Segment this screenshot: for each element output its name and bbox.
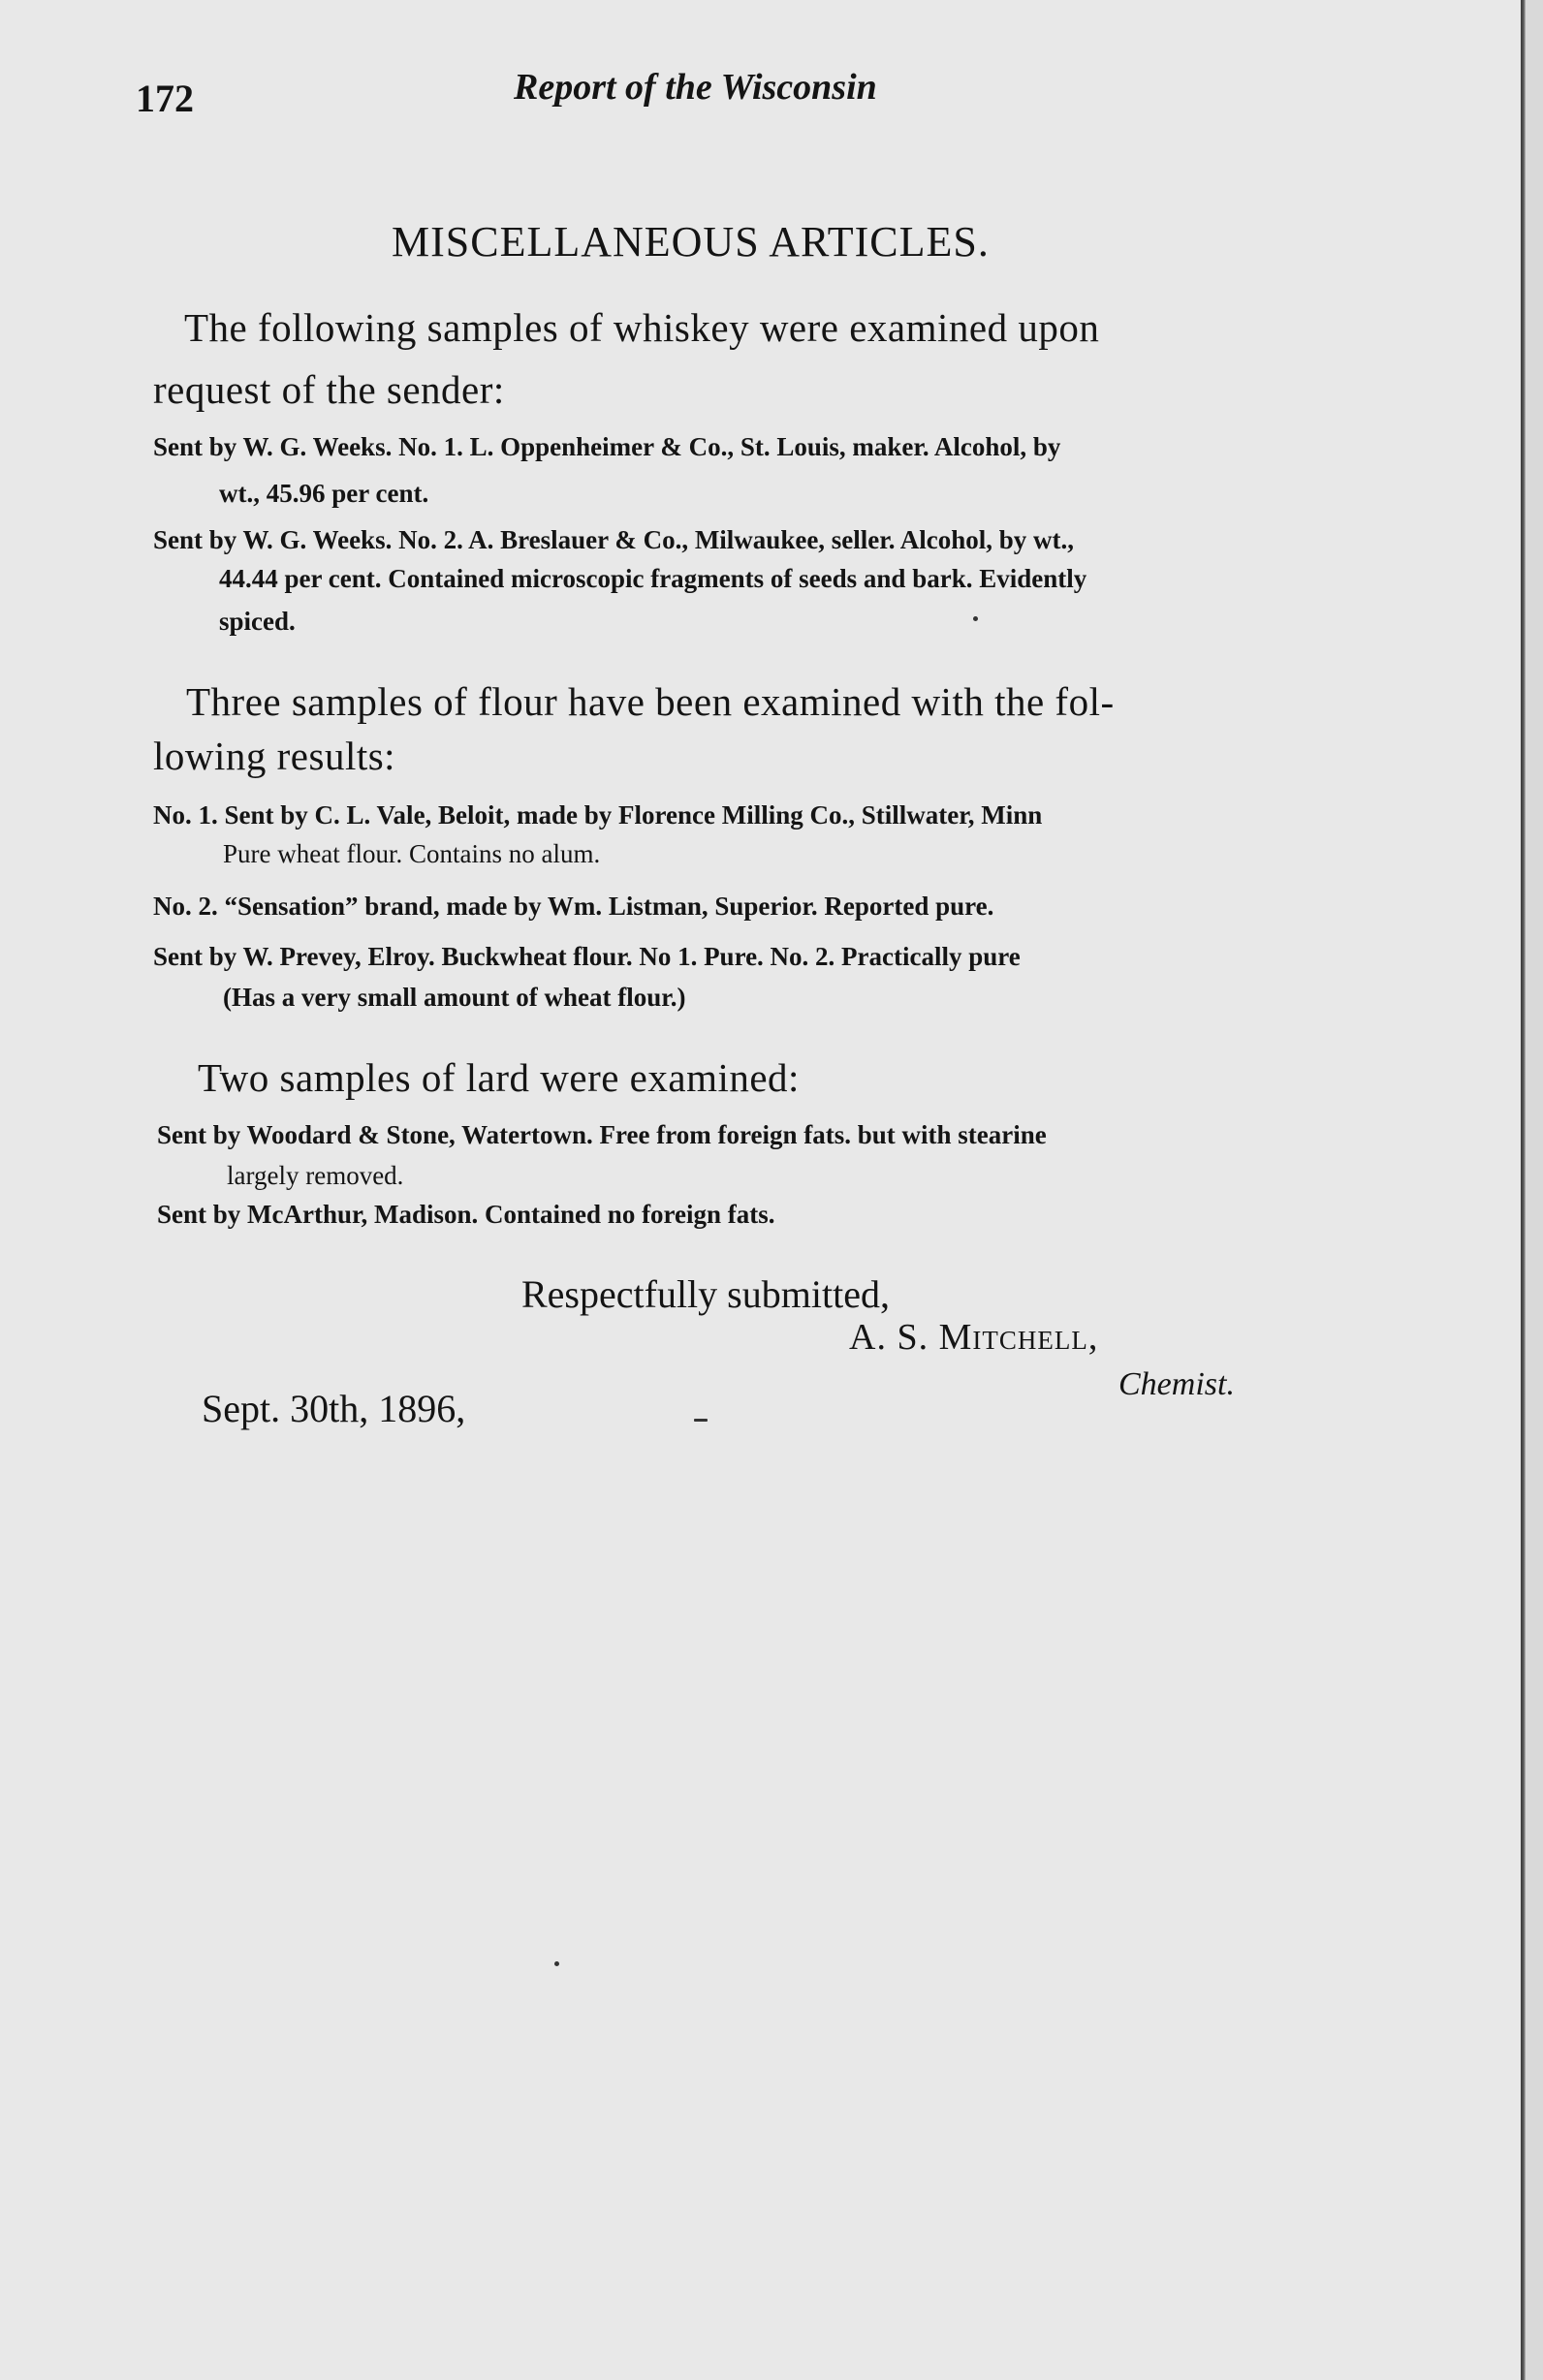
flour-intro-line2: lowing results:	[153, 734, 396, 778]
flour-entry1-line2: Pure wheat flour. Contains no alum.	[223, 839, 601, 868]
flour-entry3-line1: Sent by W. Prevey, Elroy. Buckwheat flour. No 1. Pure. No. 2. Practically pure	[153, 942, 1021, 971]
section-title: MISCELLANEOUS ARTICLES.	[392, 218, 990, 266]
flour-entry3-line2: (Has a very small amount of wheat flour.)	[223, 983, 686, 1012]
flour-intro-line1: Three samples of flour have been examined with the fol-	[186, 679, 1115, 724]
whiskey-intro-line1: The following samples of whiskey were examined upon	[184, 305, 1100, 350]
lard-entry1-line2: largely removed.	[227, 1161, 404, 1190]
whiskey-entry1-line2: wt., 45.96 per cent.	[219, 479, 429, 508]
page-number: 172	[136, 77, 194, 120]
whiskey-entry2-line2: 44.44 per cent. Contained microscopic fragments of seeds and bark. Evidently	[219, 564, 1087, 593]
print-speck	[694, 1419, 708, 1422]
closing-date: Sept. 30th, 1896,	[202, 1387, 466, 1430]
print-speck	[554, 1961, 559, 1966]
whiskey-entry2-line3: spiced.	[219, 607, 296, 636]
running-head: Report of the Wisconsin	[514, 67, 877, 108]
lard-intro-line1: Two samples of lard were examined:	[198, 1055, 800, 1100]
lard-entry1-line1: Sent by Woodard & Stone, Watertown. Free from foreign fats. but with stearine	[157, 1120, 1047, 1149]
page-edge-shadow	[1526, 0, 1543, 2380]
signer-name: A. S. Mitchell,	[849, 1317, 1099, 1358]
print-speck	[973, 616, 978, 621]
flour-entry1-line1: No. 1. Sent by C. L. Vale, Beloit, made by Florence Milling Co., Stillwater, Minn	[153, 800, 1043, 830]
flour-entry2-line1: No. 2. “Sensation” brand, made by Wm. Listman, Superior. Reported pure.	[153, 892, 994, 921]
book-binding-edge	[1521, 0, 1526, 2380]
whiskey-entry2-line1: Sent by W. G. Weeks. No. 2. A. Breslauer & Co., Milwaukee, seller. Alcohol, by wt.,	[153, 525, 1075, 554]
whiskey-intro-line2: request of the sender:	[153, 367, 505, 412]
closing-respectfully: Respectfully submitted,	[521, 1272, 890, 1316]
whiskey-entry1-line1: Sent by W. G. Weeks. No. 1. L. Oppenheimer & Co., St. Louis, maker. Alcohol, by	[153, 432, 1061, 461]
signer-title: Chemist.	[1118, 1366, 1235, 1402]
lard-entry2-line1: Sent by McArthur, Madison. Contained no foreign fats.	[157, 1200, 775, 1229]
